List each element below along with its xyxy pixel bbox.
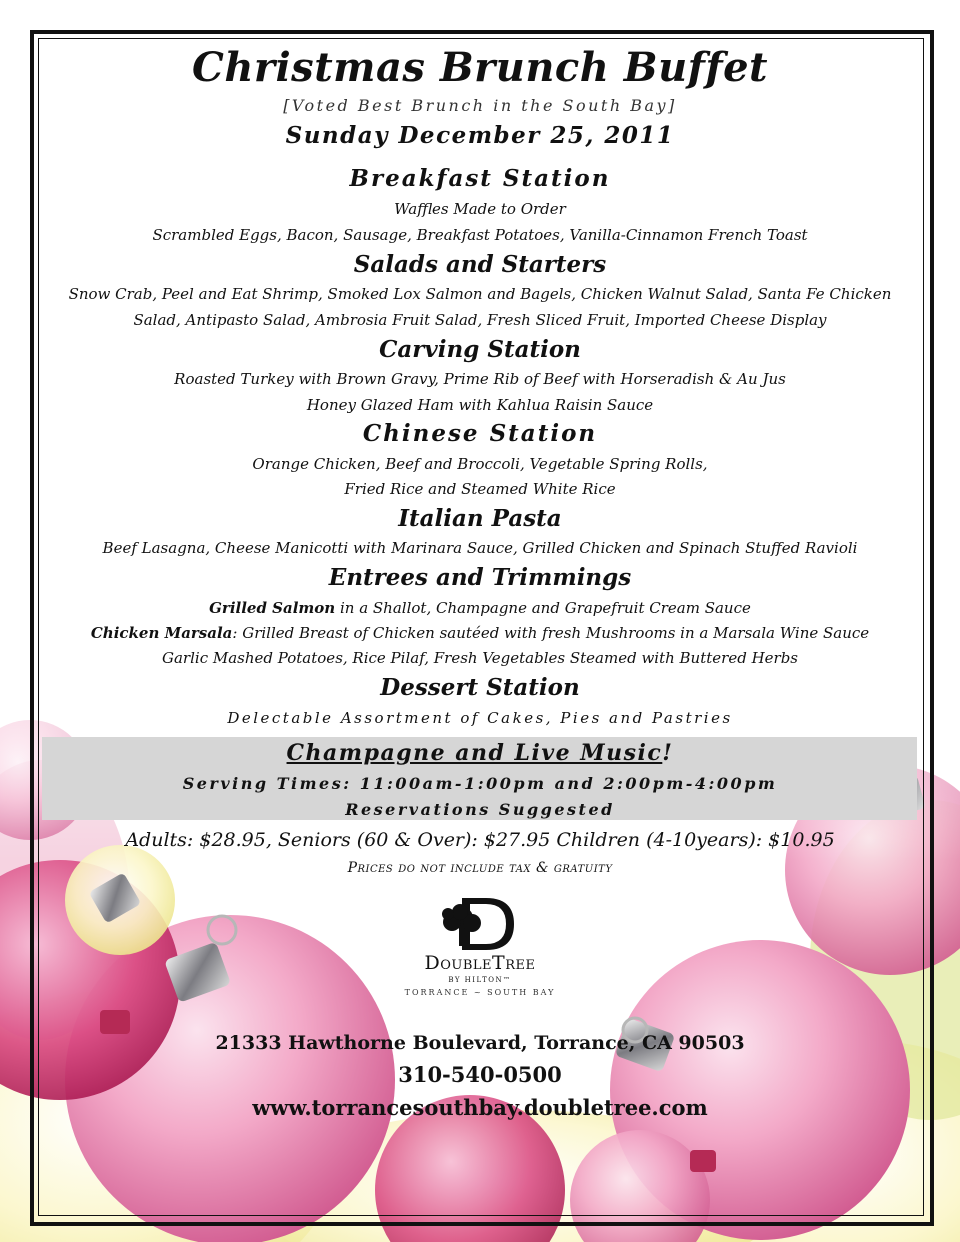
- price-list: Adults: $28.95, Seniors (60 & Over): $27.95 Children (4-10years): $10.95: [125, 829, 835, 851]
- carving-heading: Carving Station: [379, 336, 581, 363]
- italian-line-1: Beef Lasagna, Cheese Manicotti with Marinara Sauce, Grilled Chicken and Spinach Stuffed Ravioli: [102, 539, 858, 557]
- tagline: [Voted Best Brunch in the South Bay]: [283, 96, 677, 115]
- carving-line-2: Honey Glazed Ham with Kahlua Raisin Sauce: [306, 396, 654, 414]
- entrees-sides-line: Garlic Mashed Potatoes, Rice Pilaf, Fresh Vegetables Steamed with Buttered Herbs: [162, 649, 798, 667]
- chinese-line-2: Fried Rice and Steamed White Rice: [344, 480, 616, 498]
- entrees-salmon-line: [0, 599, 960, 617]
- brand-name: DoubleTree: [424, 952, 536, 974]
- hotel-phone: 310-540-0500: [398, 1062, 562, 1087]
- page-title: Christmas Brunch Buffet: [191, 44, 768, 91]
- carving-line-1: Roasted Turkey with Brown Gravy, Prime Rib of Beef with Horseradish & Au Jus: [174, 370, 786, 388]
- music-heading-text: Champagne and Live Music: [286, 740, 663, 766]
- hotel-address: 21333 Hawthorne Boulevard, Torrance, CA 90503: [215, 1032, 745, 1054]
- salads-heading: Salads and Starters: [353, 251, 607, 278]
- salmon-name: Grilled Salmon: [209, 599, 336, 617]
- italian-heading: Italian Pasta: [398, 505, 562, 532]
- breakfast-heading: Breakfast Station: [349, 165, 611, 192]
- hotel-website: www.torrancesouthbay.doubletree.com: [252, 1095, 708, 1120]
- doubletree-logo: [400, 890, 560, 1002]
- brand-by-hilton: BY HILTON™: [448, 976, 512, 984]
- dessert-heading: Dessert Station: [380, 674, 580, 701]
- music-exclaim: !: [662, 740, 674, 766]
- entrees-heading: Entrees and Trimmings: [328, 564, 632, 591]
- price-note: Prices do not include tax & gratuity: [347, 860, 613, 876]
- chinese-heading: Chinese Station: [362, 420, 598, 447]
- reservations-note: Reservations Suggested: [345, 800, 615, 819]
- breakfast-line-1: Waffles Made to Order: [394, 200, 566, 218]
- serving-times: Serving Times: 11:00am-1:00pm and 2:00pm-4:00pm: [182, 774, 778, 793]
- brand-location: TORRANCE ~ SOUTH BAY: [404, 988, 556, 997]
- music-heading: [0, 740, 960, 766]
- breakfast-line-2: Scrambled Eggs, Bacon, Sausage, Breakfast Potatoes, Vanilla-Cinnamon French Toast: [152, 226, 808, 244]
- chinese-line-1: Orange Chicken, Beef and Broccoli, Vegetable Spring Rolls,: [252, 455, 708, 473]
- salmon-desc: in a Shallot, Champagne and Grapefruit Cream Sauce: [335, 599, 751, 617]
- event-date: Sunday December 25, 2011: [285, 122, 675, 149]
- tree-icon: [442, 904, 481, 946]
- marsala-desc: : Grilled Breast of Chicken sautéed with fresh Mushrooms in a Marsala Wine Sauce: [232, 624, 870, 642]
- marsala-name: Chicken Marsala: [90, 624, 233, 642]
- dessert-line-1: Delectable Assortment of Cakes, Pies and Pastries: [227, 709, 733, 727]
- salads-line-2: Salad, Antipasto Salad, Ambrosia Fruit Salad, Fresh Sliced Fruit, Imported Cheese Display: [133, 311, 827, 329]
- entrees-marsala-line: [0, 624, 960, 642]
- salads-line-1: Snow Crab, Peel and Eat Shrimp, Smoked Lox Salmon and Bagels, Chicken Walnut Salad, Santa Fe Chicken: [68, 285, 892, 303]
